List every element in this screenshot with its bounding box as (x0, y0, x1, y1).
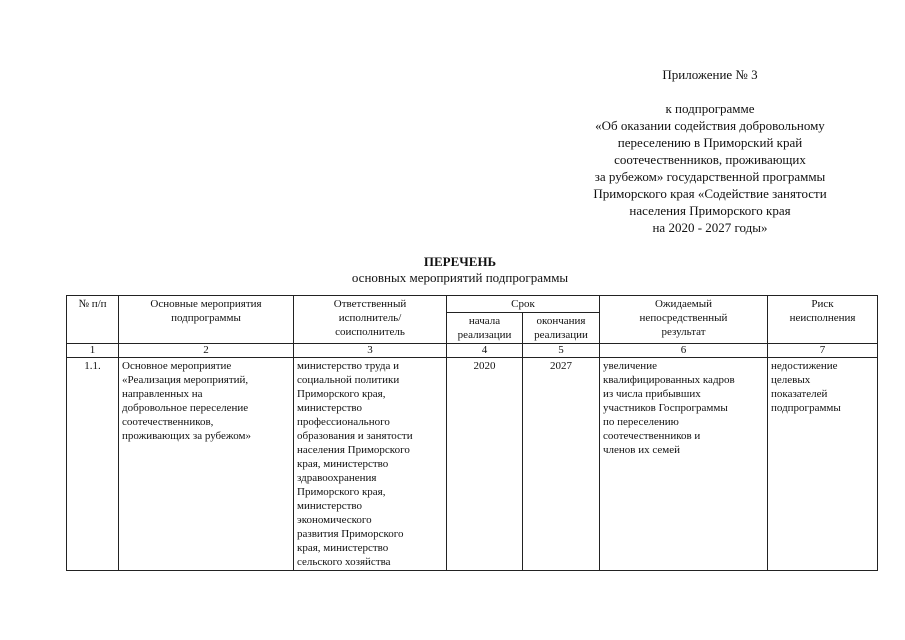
measure-line: направленных на (122, 388, 203, 400)
risk-line: недостижение (771, 360, 838, 372)
executor-line: профессионального (297, 416, 390, 428)
executor-line: здравоохранения (297, 472, 377, 484)
executor-line: министерство (297, 402, 363, 414)
document-title (250, 254, 670, 286)
measure-line: добровольное переселение (122, 402, 249, 414)
measure-line: «Реализация мероприятий, (122, 374, 249, 386)
header-text: Ответственный (333, 298, 407, 310)
executor-line: образования и занятости (297, 430, 413, 442)
header-text: Ожидаемый (654, 298, 713, 310)
header-text: Основные мероприятия (150, 298, 262, 310)
header-risk (768, 296, 878, 344)
measure-line: соотечественников, (122, 416, 214, 428)
header-text: окончания (536, 315, 586, 327)
header-text: Риск (811, 298, 834, 310)
appendix-line: к подпрограмме (665, 101, 755, 116)
appendix-line: переселению в Приморский край (617, 135, 803, 150)
header-num (67, 296, 119, 344)
header-end (523, 313, 600, 344)
column-number: 7 (768, 344, 878, 358)
header-executor (294, 296, 447, 344)
result-line: по переселению (603, 416, 679, 428)
header-text: начала (468, 315, 501, 327)
result-line: из числа прибывших (603, 388, 701, 400)
column-number: 6 (600, 344, 768, 358)
appendix-line: на 2020 - 2027 годы» (652, 220, 768, 235)
executor-line: Приморского края, (297, 388, 386, 400)
row-measure (119, 358, 294, 571)
row-risk (768, 358, 878, 571)
risk-line: целевых (771, 374, 811, 386)
column-number: 2 (119, 344, 294, 358)
measures-table (66, 295, 878, 571)
header-measures (119, 296, 294, 344)
header-text: реализации (534, 329, 588, 341)
executor-line: экономического (297, 514, 372, 526)
executor-line: края, министерство (297, 458, 389, 470)
result-line: квалифицированных кадров (603, 374, 735, 386)
title-main: ПЕРЕЧЕНЬ (423, 254, 497, 269)
header-text: неисполнения (789, 312, 856, 324)
header-text: Срок (511, 298, 535, 310)
executor-line: сельского хозяйства (297, 556, 391, 568)
appendix-number: Приложение № 3 (662, 67, 758, 82)
appendix-line: «Об оказании содействия добровольному (595, 118, 825, 133)
header-num-text: № п/п (78, 298, 107, 310)
table-row (67, 358, 878, 571)
row-start: 2020 (447, 358, 523, 571)
executor-line: развития Приморского (297, 528, 404, 540)
executor-line: населения Приморского (297, 444, 410, 456)
column-number: 1 (67, 344, 119, 358)
header-text: исполнитель/ (338, 312, 402, 324)
header-text: результат (661, 326, 706, 338)
header-row (67, 296, 878, 313)
executor-line: министерство труда и (297, 360, 399, 372)
column-number: 3 (294, 344, 447, 358)
header-text: непосредственный (639, 312, 728, 324)
column-number: 4 (447, 344, 523, 358)
row-result (600, 358, 768, 571)
risk-line: подпрограммы (771, 402, 841, 414)
header-start (447, 313, 523, 344)
row-executor (294, 358, 447, 571)
risk-line: показателей (771, 388, 828, 400)
row-num: 1.1. (67, 358, 119, 571)
result-line: участников Госпрограммы (603, 402, 728, 414)
column-number: 5 (523, 344, 600, 358)
executor-line: края, министерство (297, 542, 389, 554)
executor-line: министерство (297, 500, 363, 512)
result-line: соотечественников и (603, 430, 701, 442)
executor-line: социальной политики (297, 374, 400, 386)
appendix-heading (560, 66, 860, 236)
header-text: соисполнитель (335, 326, 405, 338)
appendix-line: соотечественников, проживающих (614, 152, 806, 167)
header-term (447, 296, 600, 313)
title-sub: основных мероприятий подпрограммы (351, 270, 569, 285)
header-text: подпрограммы (171, 312, 241, 324)
header-text: реализации (457, 329, 512, 341)
result-line: членов их семей (603, 444, 680, 456)
header-result (600, 296, 768, 344)
column-number-row (67, 344, 878, 358)
measure-line: проживающих за рубежом» (122, 430, 251, 442)
result-line: увеличение (603, 360, 657, 372)
row-end: 2027 (523, 358, 600, 571)
measure-line: Основное мероприятие (122, 360, 232, 372)
appendix-line: Приморского края «Содействие занятости (593, 186, 827, 201)
appendix-line: населения Приморского края (629, 203, 791, 218)
executor-line: Приморского края, (297, 486, 386, 498)
appendix-line: за рубежом» государственной программы (594, 169, 826, 184)
